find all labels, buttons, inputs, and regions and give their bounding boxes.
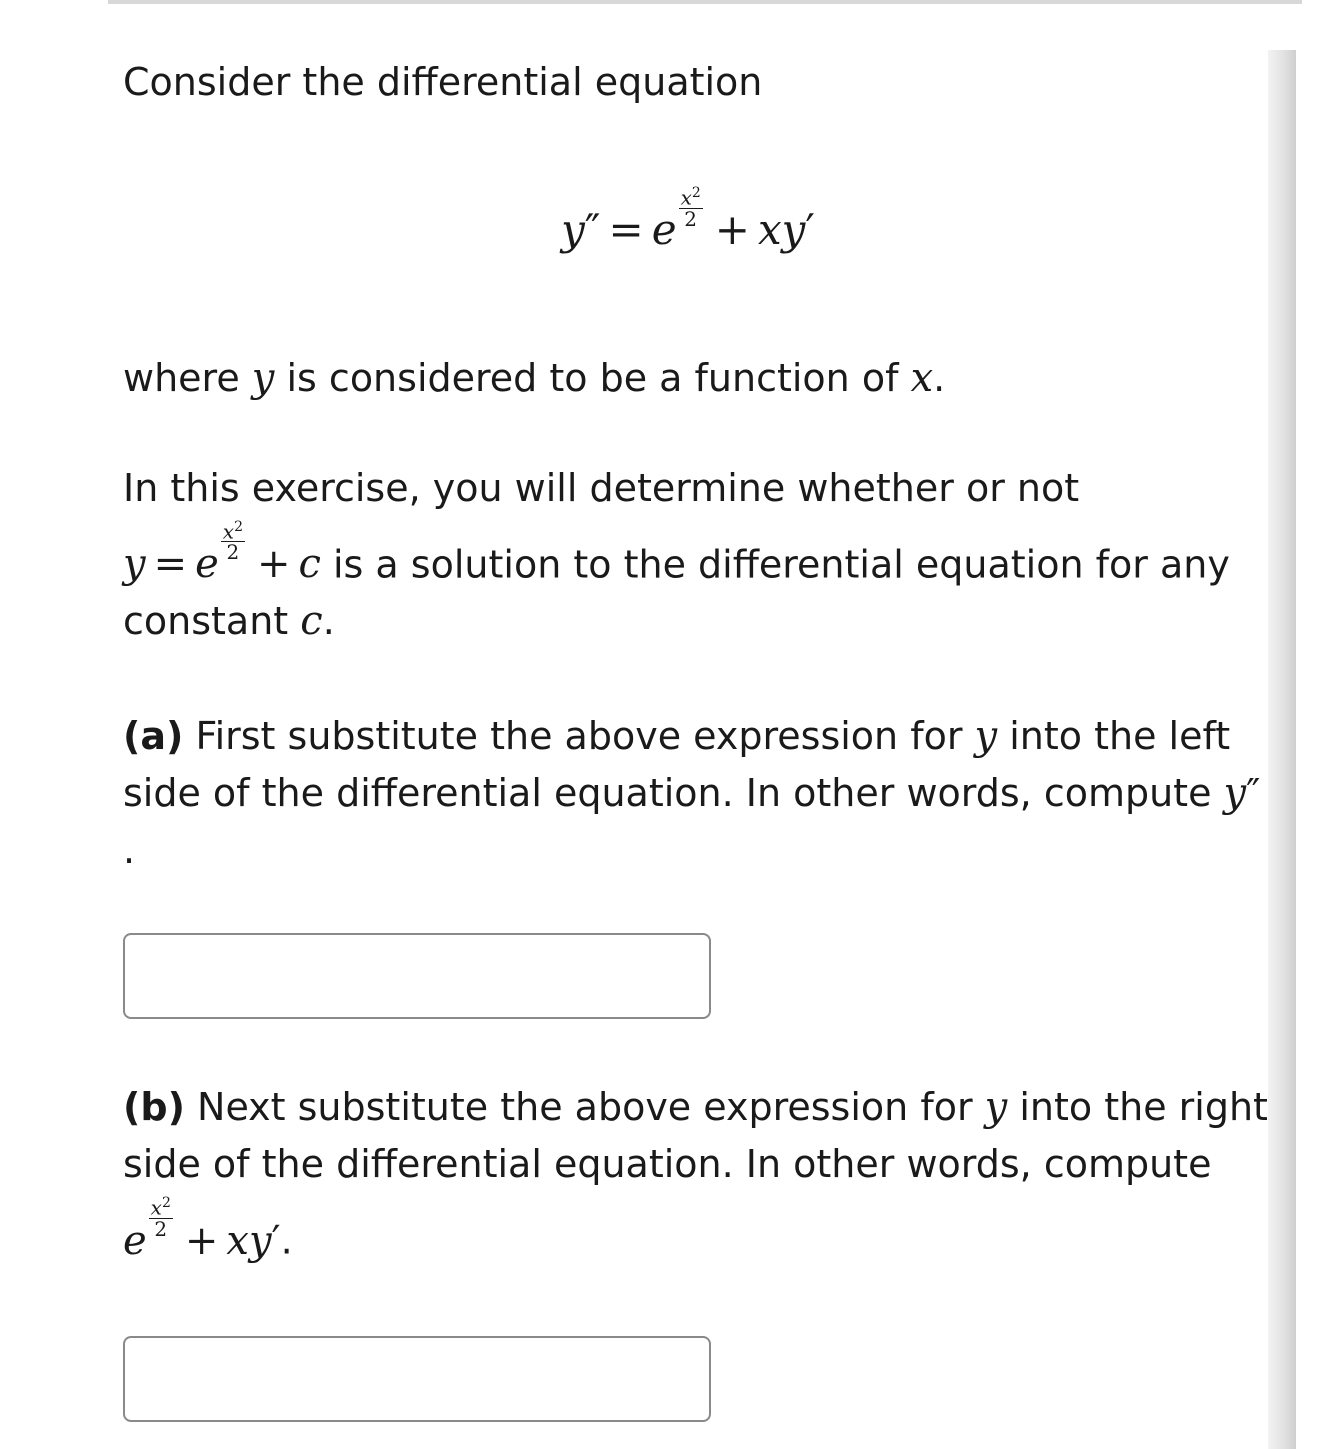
eq-exp-num: x: [680, 185, 692, 210]
part-b-exp-num-sup: 2: [161, 1195, 171, 1212]
part-b-exp-num: x: [150, 1195, 162, 1220]
var-x: x: [910, 354, 934, 401]
ex-exp-num-sup: 2: [234, 518, 243, 535]
ex-equals: =: [153, 541, 188, 588]
top-divider: [108, 0, 1302, 4]
eq-exp-num-sup: 2: [691, 185, 701, 201]
problem-content: [123, 54, 1283, 1422]
where-text: [123, 350, 1283, 407]
where-text-1: where: [123, 355, 252, 400]
part-b-exp-den: 2: [154, 1216, 168, 1241]
part-b-plus: +: [184, 1217, 219, 1264]
eq-exp-den: 2: [684, 206, 698, 231]
part-b-period: .: [280, 1218, 293, 1263]
eq-base: e: [651, 204, 677, 254]
eq-rhs-term: xy: [757, 204, 806, 254]
where-text-2: is considered to be a function of: [274, 355, 911, 400]
part-a-text-1: First substitute the above expression for: [183, 714, 975, 759]
answer-input-b[interactable]: [123, 1336, 711, 1422]
part-a-y: y: [974, 713, 998, 760]
part-a-period: .: [123, 828, 136, 873]
eq-exponent: [679, 183, 703, 229]
part-b-prime: ′: [271, 1217, 281, 1264]
answer-input-a[interactable]: [123, 933, 711, 1019]
ex-exp-num: x: [222, 519, 235, 544]
ex-plus: +: [257, 541, 291, 588]
part-b-label: (b): [123, 1085, 185, 1130]
part-b-y: y: [984, 1084, 1008, 1131]
ex-exp-den: 2: [226, 540, 240, 565]
eq-rhs-prime: ′: [805, 204, 815, 254]
differential-equation: [123, 183, 1283, 260]
part-a-prime: ″: [1246, 771, 1261, 816]
exercise-period: .: [322, 599, 335, 644]
part-a-text-2: into the left side of the differential equation. In other words, compute: [123, 714, 1231, 816]
part-a-text: [123, 708, 1283, 879]
part-a-label: (a): [123, 714, 184, 759]
part-b-xy: xy: [226, 1217, 272, 1264]
ex-exponent: [221, 517, 245, 563]
part-a-y2: y: [1223, 770, 1247, 817]
part-b-text-1: Next substitute the above expression for: [184, 1085, 985, 1130]
eq-equals: =: [608, 204, 644, 254]
ex-base: e: [195, 541, 219, 588]
part-b-base: e: [123, 1217, 147, 1264]
exercise-line-1: In this exercise, you will determine whether or not: [123, 465, 1080, 510]
where-text-3: .: [933, 355, 946, 400]
exercise-text: [123, 460, 1283, 651]
eq-plus: +: [714, 204, 750, 254]
ex-c: c: [298, 541, 321, 588]
intro-text: Consider the differential equation: [123, 60, 763, 104]
ex-y: y: [123, 541, 146, 588]
part-b-exponent: [149, 1193, 173, 1239]
eq-lhs-prime: ″: [584, 204, 601, 254]
eq-lhs: y: [561, 204, 585, 254]
exercise-text-2: is a solution to the differential equation for any: [320, 542, 1230, 587]
ex-c2: c: [300, 598, 323, 645]
var-y: y: [251, 354, 275, 401]
part-b-text: [123, 1079, 1283, 1270]
exercise-text-3: constant: [123, 599, 301, 644]
part-b-text-2: into the right side of the differential equation. In other words, compute: [123, 1085, 1268, 1187]
